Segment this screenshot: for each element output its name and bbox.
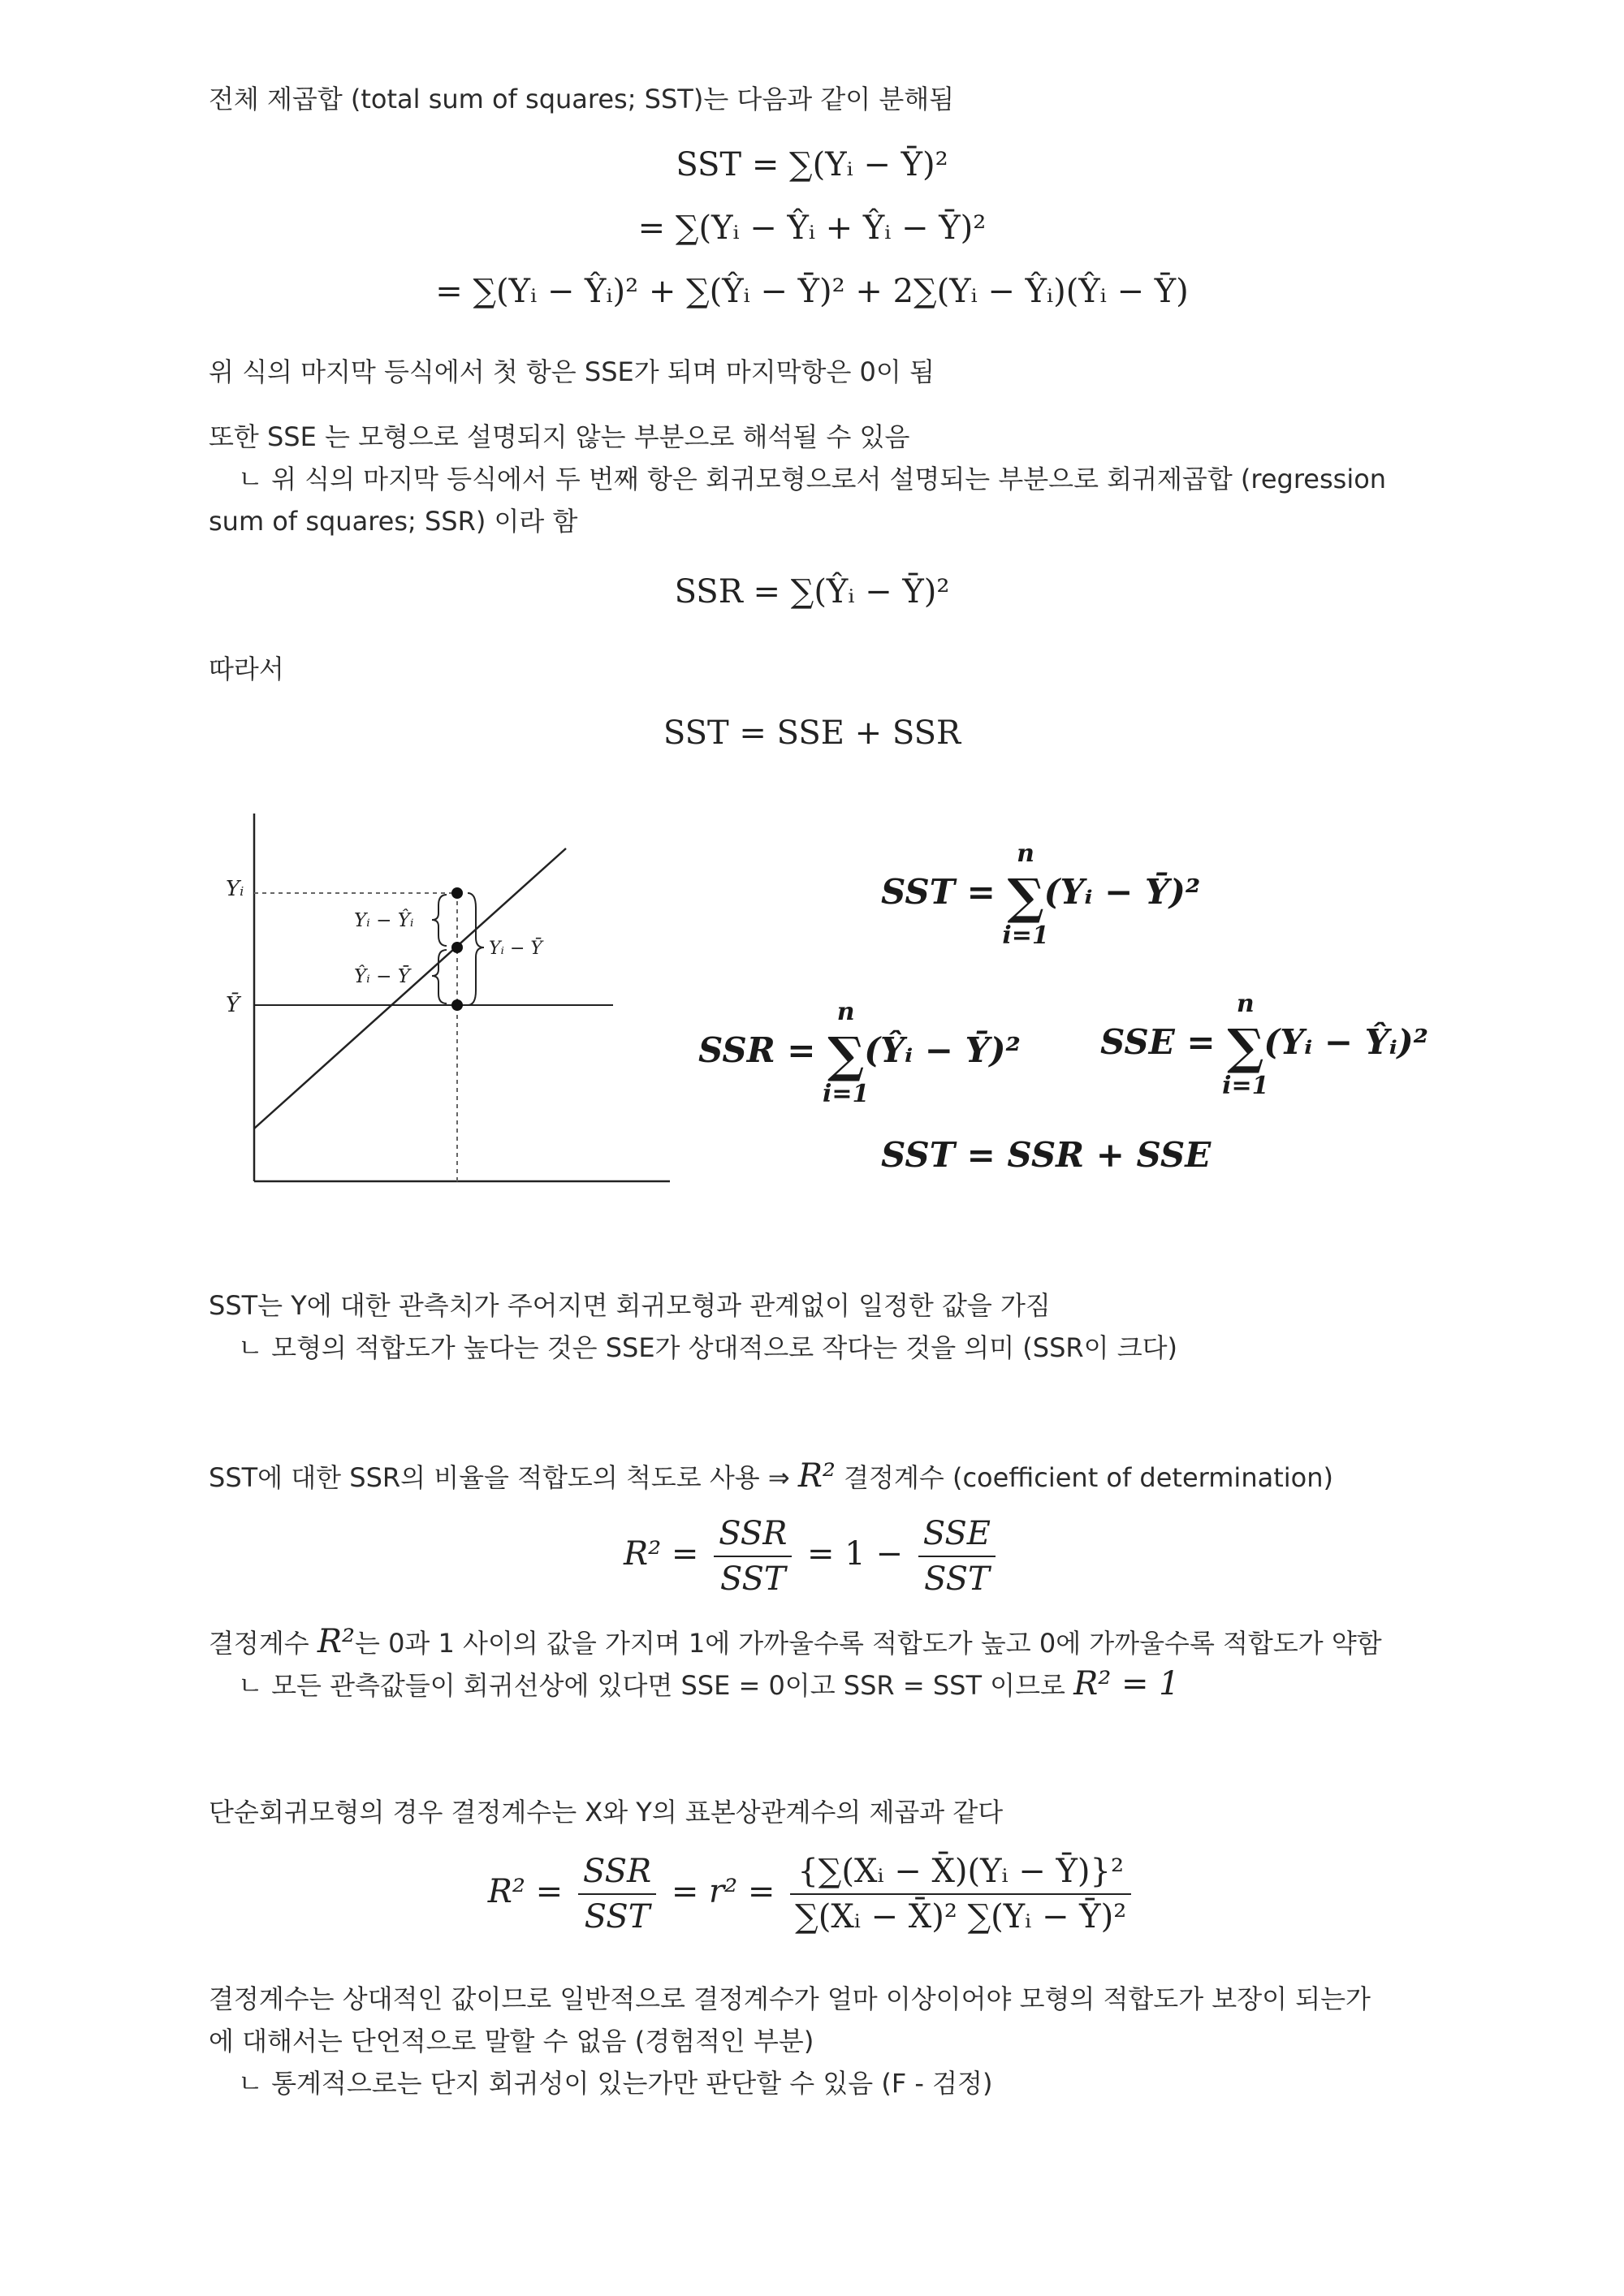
equation-sst-decomposed: = ∑(Yᵢ − Ŷᵢ)² + ∑(Ŷᵢ − Ȳ)² + 2∑(Yᵢ − Ŷᵢ)(Ŷᵢ − Ȳ) bbox=[435, 273, 1189, 310]
text-r2-range: 결정계수 R²는 0과 1 사이의 값을 가지며 1에 가까울수록 적합도가 높고 0에 가까울수록 적합도가 약함 bbox=[209, 1623, 1382, 1660]
equation-ssr: SSR = ∑(Ŷᵢ − Ȳ)² bbox=[674, 573, 950, 611]
label-total: Yᵢ − Ȳ bbox=[489, 939, 542, 959]
text-empirical: 에 대해서는 단언적으로 말할 수 없음 (경험적인 부분) bbox=[209, 2026, 814, 2056]
text-relative-value: 결정계수는 상대적인 값이므로 일반적으로 결정계수가 얼마 이상이어야 모형의 적합도가 보장이 되는가 bbox=[209, 1983, 1371, 2014]
label-yi: Yᵢ bbox=[226, 877, 244, 901]
figure-sst-sum: SST = SSR + SSE bbox=[881, 1135, 1212, 1175]
text-ssr-name: sum of squares; SSR) 이라 함 bbox=[209, 506, 578, 537]
figure-ssr-formula: SSR = ∑ n i=1 (Ŷᵢ − Ȳ)² bbox=[698, 998, 1021, 1108]
figure-sse-formula: SSE = ∑ n i=1 (Yᵢ − Ŷᵢ)² bbox=[1100, 990, 1429, 1100]
intro-text: 전체 제곱합 (total sum of squares; SST)는 다음과 같이 분해됨 bbox=[209, 84, 955, 114]
label-ybar: Ȳ bbox=[226, 993, 240, 1017]
text-simple-regression: 단순회귀모형의 경우 결정계수는 X와 Y의 표본상관계수의 제곱과 같다 bbox=[209, 1797, 1004, 1828]
text-perfect-fit: ㄴ 모든 관측값들이 회귀선상에 있다면 SSE = 0이고 SSR = SST 이므로 R² = 1 bbox=[238, 1665, 1180, 1703]
text-ssr-explanation: ㄴ 위 식의 마지막 등식에서 두 번째 항은 회귀모형으로서 설명되는 부분으로 회귀제곱합 (regression bbox=[238, 464, 1387, 494]
text-sst-constant: SST는 Y에 대한 관측치가 주어지면 회귀모형과 관계없이 일정한 값을 가짐 bbox=[209, 1290, 1051, 1321]
equation-r2: R² = $\frac{\text{SSR}}{\text{SST}}$ = 1 − $\frac{\text{SSE}}{\text{SST}}$ bbox=[0, 1515, 1624, 1598]
label-explained: Ŷᵢ − Ȳ bbox=[354, 966, 410, 987]
equation-sst-expanded: = ∑(Yᵢ − Ŷᵢ + Ŷᵢ − Ȳ)² bbox=[637, 209, 987, 247]
label-residual: Yᵢ − Ŷᵢ bbox=[354, 910, 414, 931]
equation-sst-definition: SST = ∑(Yᵢ − Ȳ)² bbox=[676, 146, 948, 183]
text-sse-interpretation: 또한 SSE 는 모형으로 설명되지 않는 부분으로 해석될 수 있음 bbox=[209, 421, 910, 452]
equation-r2-correlation: R² = $\frac{\text{SSR}}{\text{SST}}$ = r² = $\frac{\text{\{∑(Xᵢ − X̄)(Yᵢ − Ȳ)\}²}}{\text{∑(Xᵢ − X̄)² ∑(Yᵢ − Ȳ)²}}$ bbox=[0, 1853, 1624, 1936]
text-f-test: ㄴ 통계적으로는 단지 회귀성이 있는가만 판단할 수 있음 (F - 검정) bbox=[238, 2068, 993, 2099]
text-therefore: 따라서 bbox=[209, 654, 284, 684]
text-r2-intro: SST에 대한 SSR의 비율을 적합도의 척도로 사용 ⇒ R² 결정계수 (coefficient of determination) bbox=[209, 1457, 1333, 1495]
text-last-term: 위 식의 마지막 등식에서 첫 항은 SSE가 되며 마지막항은 0이 됨 bbox=[209, 356, 935, 387]
regression-diagram bbox=[203, 804, 682, 1185]
text-goodness-fit: ㄴ 모형의 적합도가 높다는 것은 SSE가 상대적으로 작다는 것을 의미 (SSR이 크다) bbox=[238, 1332, 1178, 1363]
figure-sst-formula: SST = ∑ n i=1 (Yᵢ − Ȳ)² bbox=[881, 839, 1201, 950]
equation-sst-sum: SST = SSE + SSR bbox=[663, 714, 961, 752]
